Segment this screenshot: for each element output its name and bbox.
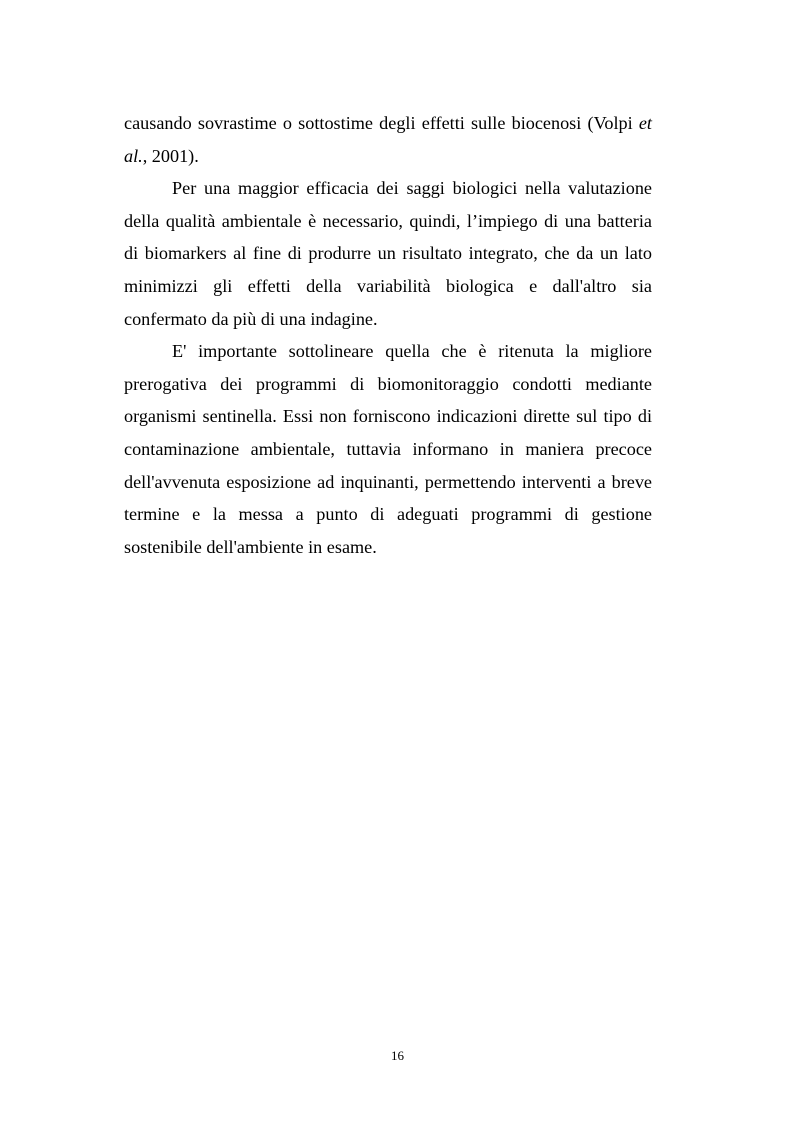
paragraph-text: causando sovrastime o sottostime degli effetti sulle biocenosi (Volpi [124, 113, 639, 133]
citation-year: , 2001). [142, 145, 199, 166]
paragraph-biomonitoring: E' importante sottolineare quella che è ritenuta la migliore prerogativa dei programmi di biomonitoraggio condotti mediante organismi sentinella. Essi non forniscono indicazioni dirette sul tipo di contaminazione ambientale, tuttavia informano in maniera precoce dell'avvenuta esposizione ad inquinanti, permettendo interventi a breve termine e la messa a punto di adeguati programmi di gestione sostenibile dell'ambiente in esame. [124, 341, 652, 557]
paragraph-continuation [124, 107, 652, 172]
page-number: 16 [391, 1048, 404, 1063]
paragraph-biomarkers: Per una maggior efficacia dei saggi biologici nella valutazione della qualità ambientale è necessario, quindi, l’impiego di una batteria di biomarkers al fine di produrre un risultato integrato, che da un lato minimizzi gli effetti della variabilità biologica e dall'altro sia confermato da più di una indagine. [124, 178, 652, 329]
page-body [124, 107, 652, 563]
citation-et-al: et al. [124, 113, 652, 166]
